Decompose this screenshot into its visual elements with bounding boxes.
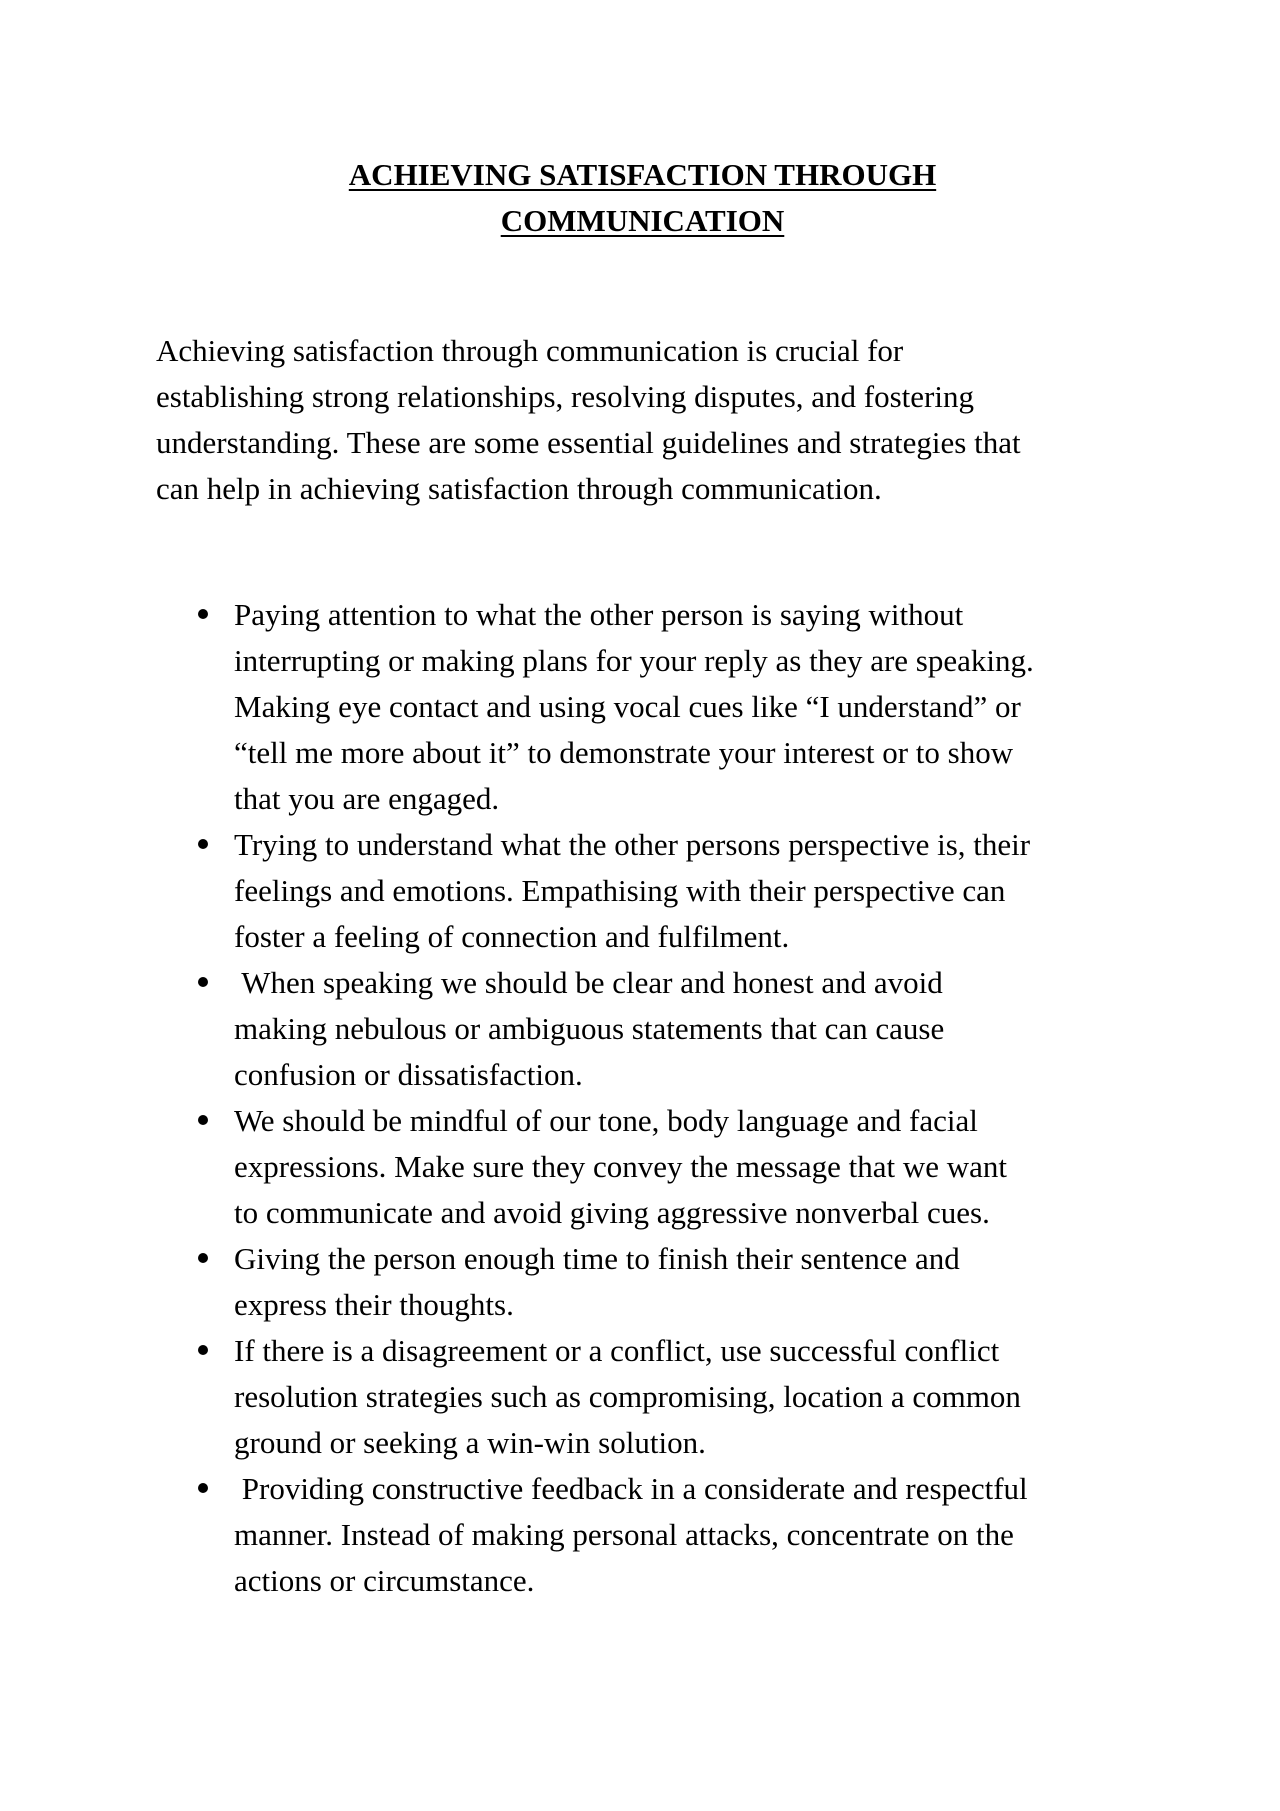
guidelines-list xyxy=(156,592,1146,1604)
bullet-dot-icon xyxy=(198,1345,208,1355)
list-item-line: actions or circumstance. xyxy=(234,1563,535,1598)
bullet-dot-icon xyxy=(198,1483,208,1493)
intro-line: understanding. These are some essential guidelines and strategies that xyxy=(156,425,1021,460)
list-item-line: If there is a disagreement or a conflict, use successful conflict xyxy=(234,1333,1000,1368)
list-item-line: Making eye contact and using vocal cues like “I understand” or xyxy=(234,689,1021,724)
bullet-dot-icon xyxy=(198,609,208,619)
list-item-line: Giving the person enough time to finish their sentence and xyxy=(234,1241,960,1276)
intro-line: establishing strong relationships, resolving disputes, and fostering xyxy=(156,379,974,414)
intro-line: Achieving satisfaction through communication is crucial for xyxy=(156,333,904,368)
list-item-line: to communicate and avoid giving aggressive nonverbal cues. xyxy=(234,1195,990,1230)
list-item xyxy=(156,1328,1146,1466)
title-line: ACHIEVING SATISFACTION THROUGH xyxy=(348,157,937,192)
document-title xyxy=(160,152,1125,244)
bullet-dot-icon xyxy=(198,839,208,849)
list-item-line: feelings and emotions. Empathising with their perspective can xyxy=(234,873,1006,908)
list-item-line: resolution strategies such as compromising, location a common xyxy=(234,1379,1021,1414)
title-line: COMMUNICATION xyxy=(500,203,785,238)
intro-paragraph xyxy=(156,328,1136,512)
list-item xyxy=(156,592,1146,822)
list-item-line: ground or seeking a win-win solution. xyxy=(234,1425,706,1460)
list-item-line: Paying attention to what the other person is saying without xyxy=(234,597,964,632)
list-item xyxy=(156,960,1146,1098)
list-item xyxy=(156,1098,1146,1236)
list-item-line: interrupting or making plans for your reply as they are speaking. xyxy=(234,643,1034,678)
list-item-line: making nebulous or ambiguous statements that can cause xyxy=(234,1011,945,1046)
list-item-line: that you are engaged. xyxy=(234,781,500,816)
list-item-line: Trying to understand what the other persons perspective is, their xyxy=(234,827,1031,862)
list-item-line: “tell me more about it” to demonstrate your interest or to show xyxy=(234,735,1014,770)
list-item-line: express their thoughts. xyxy=(234,1287,514,1322)
intro-line: can help in achieving satisfaction through communication. xyxy=(156,471,882,506)
list-item xyxy=(156,1466,1146,1604)
list-item-line: expressions. Make sure they convey the message that we want xyxy=(234,1149,1008,1184)
list-item xyxy=(156,822,1146,960)
list-item-line: When speaking we should be clear and honest and avoid xyxy=(234,965,943,1000)
bullet-dot-icon xyxy=(198,1115,208,1125)
list-item-line: foster a feeling of connection and fulfilment. xyxy=(234,919,790,954)
list-item-line: We should be mindful of our tone, body language and facial xyxy=(234,1103,978,1138)
list-item xyxy=(156,1236,1146,1328)
bullet-dot-icon xyxy=(198,977,208,987)
bullet-dot-icon xyxy=(198,1253,208,1263)
list-item-line: Providing constructive feedback in a considerate and respectful xyxy=(234,1471,1028,1506)
list-item-line: confusion or dissatisfaction. xyxy=(234,1057,583,1092)
list-item-line: manner. Instead of making personal attacks, concentrate on the xyxy=(234,1517,1014,1552)
